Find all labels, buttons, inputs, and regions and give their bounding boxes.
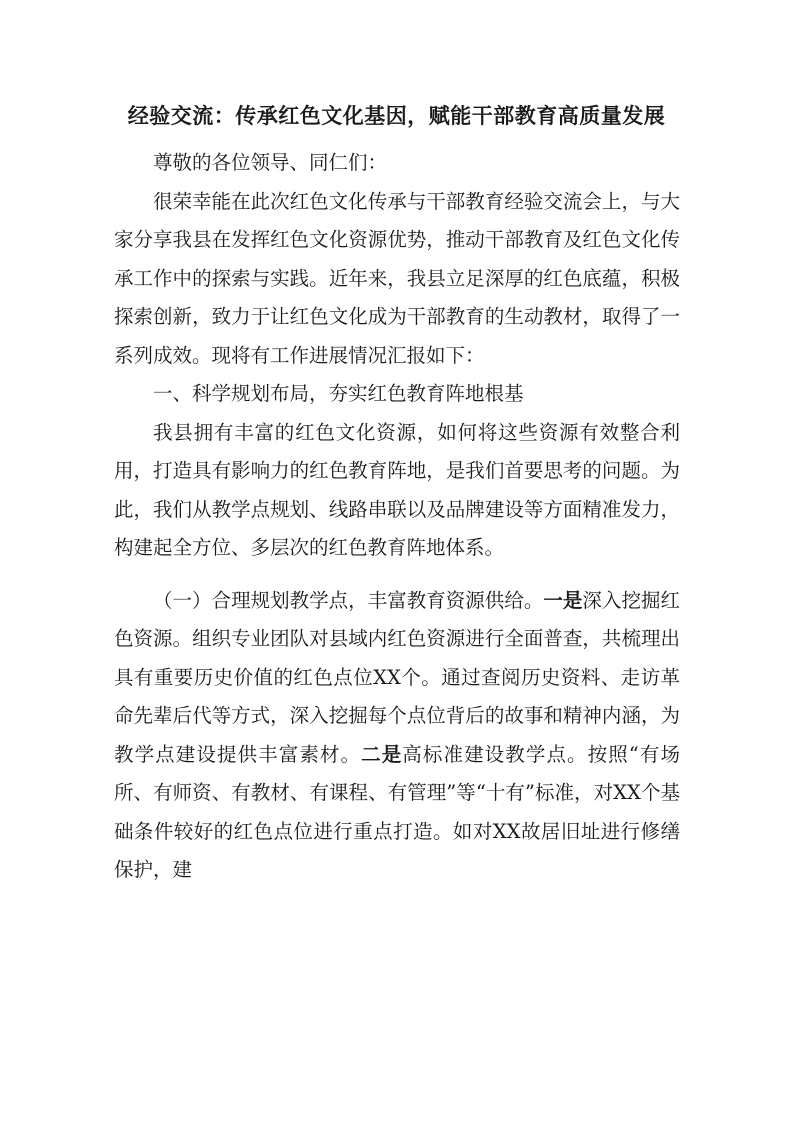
point-text: 深入挖掘红色资源。组织专业团队对县域内红色资源进行全面普查，共梳理出具有重要历史价值的红色点位XX个。通过查阅历史资料、走访革命先辈后代等方式，深入挖掘每个点位背后的故事和精神内涵，为教学点建设提供丰富素材。 [114, 588, 680, 766]
greeting-paragraph: 尊敬的各位领导、同仁们： [153, 151, 388, 174]
section-heading: 一、科学规划布局，夯实红色教育阵地根基 [153, 382, 524, 405]
point-label: 一是 [543, 588, 583, 612]
point-text: 高标准建设教学点。按照“有场所、有师资、有教材、有课程、有管理”等“十有”标准，对XX个基础条件较好的红色点位进行重点打造。如对XX故居旧址进行修缮保护，建 [114, 742, 680, 881]
intro-paragraph: 很荣幸能在此次红色文化传承与干部教育经验交流会上，与大家分享我县在发挥红色文化资源优势，推动干部教育及红色文化传承工作中的探索与实践。近年来，我县立足深厚的红色底蕴，积极探索创新，致力于让红色文化成为干部教育的生动教材，取得了一系列成效。现将有工作进展情况汇报如下： [114, 189, 680, 367]
subsection-heading: （一）合理规划教学点，丰富教育资源供给。 [153, 588, 544, 612]
document-body [114, 144, 680, 890]
point-label: 二是 [361, 742, 403, 766]
subsection-paragraph [114, 582, 680, 890]
section-body-paragraph: 我县拥有丰富的红色文化资源，如何将这些资源有效整合利用，打造具有影响力的红色教育阵地，是我们首要思考的问题。为此，我们从教学点规划、线路串联以及品牌建设等方面精准发力，构建起全方位、多层次的红色教育阵地体系。 [114, 420, 680, 559]
document-title: 经验交流：传承红色文化基因，赋能干部教育高质量发展 [127, 103, 666, 128]
